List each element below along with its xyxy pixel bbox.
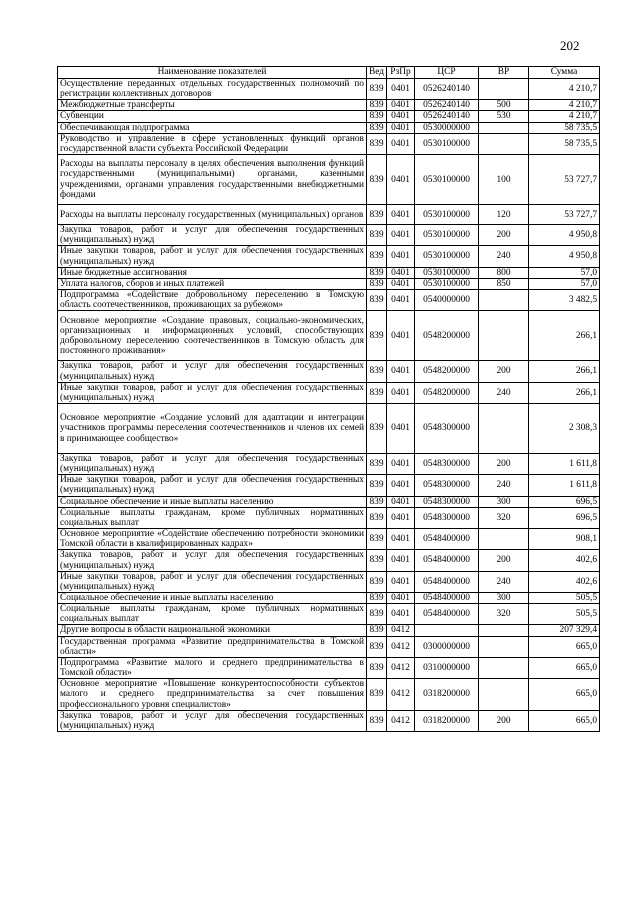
table-row <box>58 278 600 289</box>
cell-csr: 0530100000 <box>415 267 479 278</box>
cell-name: Иные бюджетные ассигнования <box>58 267 367 278</box>
cell-ved: 839 <box>367 290 387 311</box>
cell-csr: 0548400000 <box>415 529 479 550</box>
cell-sum: 908,1 <box>529 529 600 550</box>
cell-sum: 4 950,8 <box>529 246 600 267</box>
cell-ved: 839 <box>367 100 387 111</box>
cell-name: Основное мероприятие «Создание правовых, социально-экономических, организационных и информационных условий, способствующих добровольному переселению соотечественников в Томскую область для постоянного проживания» <box>58 311 367 361</box>
table-row <box>58 604 600 625</box>
cell-sum: 4 210,7 <box>529 111 600 122</box>
cell-vr: 240 <box>479 246 529 267</box>
cell-rzpr: 0401 <box>387 122 415 133</box>
cell-rzpr: 0401 <box>387 100 415 111</box>
cell-vr <box>479 529 529 550</box>
cell-sum: 58 735,5 <box>529 133 600 154</box>
cell-ved: 839 <box>367 111 387 122</box>
cell-csr: 0548400000 <box>415 593 479 604</box>
cell-sum: 4 210,7 <box>529 100 600 111</box>
cell-name: Осуществление переданных отдельных государственных полномочий по регистрации коллективных договоров <box>58 79 367 100</box>
cell-vr: 200 <box>479 361 529 382</box>
cell-name: Расходы на выплаты персоналу государственных (муниципальных) органов <box>58 205 367 225</box>
cell-vr: 530 <box>479 111 529 122</box>
cell-vr <box>479 290 529 311</box>
cell-rzpr: 0401 <box>387 475 415 496</box>
table-row <box>58 625 600 636</box>
cell-vr: 850 <box>479 278 529 289</box>
header-csr: ЦСР <box>415 67 479 79</box>
cell-vr <box>479 679 529 710</box>
cell-ved: 839 <box>367 496 387 507</box>
cell-vr: 320 <box>479 604 529 625</box>
cell-csr: 0318200000 <box>415 679 479 710</box>
cell-sum: 266,1 <box>529 361 600 382</box>
cell-csr: 0530100000 <box>415 225 479 246</box>
cell-csr: 0526240140 <box>415 100 479 111</box>
header-ved: Вед <box>367 67 387 79</box>
cell-rzpr: 0412 <box>387 657 415 678</box>
table-row <box>58 636 600 657</box>
cell-vr: 240 <box>479 475 529 496</box>
table-row <box>58 529 600 550</box>
table-row <box>58 133 600 154</box>
cell-ved: 839 <box>367 636 387 657</box>
cell-ved: 839 <box>367 155 387 205</box>
cell-csr: 0526240140 <box>415 111 479 122</box>
cell-ved: 839 <box>367 278 387 289</box>
cell-rzpr: 0412 <box>387 625 415 636</box>
table-row <box>58 403 600 453</box>
cell-rzpr: 0401 <box>387 403 415 453</box>
cell-name: Государственная программа «Развитие предпринимательства в Томской области» <box>58 636 367 657</box>
cell-rzpr: 0401 <box>387 246 415 267</box>
cell-rzpr: 0412 <box>387 636 415 657</box>
cell-name: Закупка товаров, работ и услуг для обеспечения государственных (муниципальных) нужд <box>58 453 367 474</box>
cell-name: Социальные выплаты гражданам, кроме публичных нормативных социальных выплат <box>58 604 367 625</box>
cell-rzpr: 0401 <box>387 311 415 361</box>
table-header-row <box>58 67 600 79</box>
cell-rzpr: 0401 <box>387 550 415 571</box>
cell-name: Руководство и управление в сфере установленных функций органов государственной власти субъекта Российской Федерации <box>58 133 367 154</box>
cell-vr: 500 <box>479 100 529 111</box>
cell-vr: 200 <box>479 453 529 474</box>
cell-ved: 839 <box>367 133 387 154</box>
cell-rzpr: 0412 <box>387 710 415 731</box>
cell-sum: 665,0 <box>529 657 600 678</box>
cell-name: Межбюджетные трансферты <box>58 100 367 111</box>
table-row <box>58 290 600 311</box>
cell-csr: 0530100000 <box>415 246 479 267</box>
cell-sum: 4 950,8 <box>529 225 600 246</box>
table-row <box>58 155 600 205</box>
cell-rzpr: 0412 <box>387 679 415 710</box>
cell-vr <box>479 636 529 657</box>
table-row <box>58 246 600 267</box>
table-row <box>58 496 600 507</box>
cell-rzpr: 0401 <box>387 507 415 528</box>
cell-rzpr: 0401 <box>387 604 415 625</box>
cell-vr: 200 <box>479 225 529 246</box>
cell-rzpr: 0401 <box>387 529 415 550</box>
cell-ved: 839 <box>367 246 387 267</box>
cell-csr: 0530100000 <box>415 133 479 154</box>
cell-name: Подпрограмма «Развитие малого и среднего предпринимательства в Томской области» <box>58 657 367 678</box>
cell-csr: 0548200000 <box>415 382 479 403</box>
cell-ved: 839 <box>367 571 387 592</box>
cell-vr: 300 <box>479 593 529 604</box>
cell-vr: 240 <box>479 382 529 403</box>
cell-name: Основное мероприятие «Содействие обеспечению потребности экономики Томской области в квалифицированных кадрах» <box>58 529 367 550</box>
cell-sum: 207 329,4 <box>529 625 600 636</box>
cell-ved: 839 <box>367 507 387 528</box>
header-sum: Сумма <box>529 67 600 79</box>
table-row <box>58 79 600 100</box>
cell-csr: 0548400000 <box>415 571 479 592</box>
header-vr: ВР <box>479 67 529 79</box>
cell-csr: 0530100000 <box>415 205 479 225</box>
cell-sum: 57,0 <box>529 267 600 278</box>
cell-vr: 200 <box>479 710 529 731</box>
cell-vr: 100 <box>479 155 529 205</box>
cell-csr: 0310000000 <box>415 657 479 678</box>
cell-csr: 0548300000 <box>415 507 479 528</box>
cell-ved: 839 <box>367 625 387 636</box>
cell-csr <box>415 625 479 636</box>
cell-sum: 402,6 <box>529 571 600 592</box>
cell-sum: 1 611,8 <box>529 475 600 496</box>
table-row <box>58 453 600 474</box>
table-row <box>58 679 600 710</box>
cell-name: Основное мероприятие «Создание условий для адаптации и интеграции участников программы переселения соотечественников и членов их семей в принимающее сообщество» <box>58 403 367 453</box>
cell-name: Подпрограмма «Содействие добровольному переселению в Томскую область соотечественников, проживающих за рубежом» <box>58 290 367 311</box>
cell-vr <box>479 403 529 453</box>
cell-sum: 53 727,7 <box>529 205 600 225</box>
table-row <box>58 100 600 111</box>
cell-sum: 696,5 <box>529 496 600 507</box>
cell-csr: 0548200000 <box>415 361 479 382</box>
cell-name: Обеспечивающая подпрограмма <box>58 122 367 133</box>
cell-ved: 839 <box>367 225 387 246</box>
cell-ved: 839 <box>367 679 387 710</box>
cell-name: Иные закупки товаров, работ и услуг для обеспечения государственных (муниципальных) нужд <box>58 475 367 496</box>
cell-name: Субвенции <box>58 111 367 122</box>
cell-sum: 57,0 <box>529 278 600 289</box>
cell-sum: 505,5 <box>529 593 600 604</box>
cell-vr: 200 <box>479 550 529 571</box>
cell-name: Уплата налогов, сборов и иных платежей <box>58 278 367 289</box>
cell-ved: 839 <box>367 593 387 604</box>
cell-sum: 1 611,8 <box>529 453 600 474</box>
table-row <box>58 550 600 571</box>
cell-vr <box>479 122 529 133</box>
cell-csr: 0548300000 <box>415 453 479 474</box>
cell-csr: 0548400000 <box>415 604 479 625</box>
cell-rzpr: 0401 <box>387 361 415 382</box>
cell-sum: 53 727,7 <box>529 155 600 205</box>
cell-name: Иные закупки товаров, работ и услуг для обеспечения государственных (муниципальных) нужд <box>58 571 367 592</box>
cell-vr: 120 <box>479 205 529 225</box>
cell-ved: 839 <box>367 382 387 403</box>
cell-csr: 0548300000 <box>415 496 479 507</box>
cell-name: Другие вопросы в области национальной экономики <box>58 625 367 636</box>
cell-sum: 266,1 <box>529 311 600 361</box>
table-row <box>58 361 600 382</box>
cell-sum: 505,5 <box>529 604 600 625</box>
cell-name: Иные закупки товаров, работ и услуг для обеспечения государственных (муниципальных) нужд <box>58 246 367 267</box>
table-row <box>58 507 600 528</box>
cell-sum: 402,6 <box>529 550 600 571</box>
cell-csr: 0548200000 <box>415 311 479 361</box>
cell-csr: 0300000000 <box>415 636 479 657</box>
cell-rzpr: 0401 <box>387 225 415 246</box>
table-row <box>58 475 600 496</box>
cell-csr: 0530100000 <box>415 278 479 289</box>
cell-sum: 665,0 <box>529 710 600 731</box>
cell-ved: 839 <box>367 122 387 133</box>
table-row <box>58 111 600 122</box>
table-row <box>58 267 600 278</box>
table-row <box>58 225 600 246</box>
cell-ved: 839 <box>367 550 387 571</box>
table-row <box>58 311 600 361</box>
cell-name: Закупка товаров, работ и услуг для обеспечения государственных (муниципальных) нужд <box>58 550 367 571</box>
cell-csr: 0530100000 <box>415 155 479 205</box>
page-number: 202 <box>560 38 580 53</box>
table-row <box>58 593 600 604</box>
cell-name: Закупка товаров, работ и услуг для обеспечения государственных (муниципальных) нужд <box>58 225 367 246</box>
cell-ved: 839 <box>367 205 387 225</box>
cell-sum: 58 735,5 <box>529 122 600 133</box>
cell-rzpr: 0401 <box>387 79 415 100</box>
cell-sum: 266,1 <box>529 382 600 403</box>
cell-name: Социальные выплаты гражданам, кроме публичных нормативных социальных выплат <box>58 507 367 528</box>
cell-name: Основное мероприятие «Повышение конкурентоспособности субъектов малого и среднего предпринимательства за счет повышения профессионального уровня специалистов» <box>58 679 367 710</box>
cell-vr: 320 <box>479 507 529 528</box>
table-row <box>58 205 600 225</box>
cell-csr: 0530000000 <box>415 122 479 133</box>
cell-vr <box>479 79 529 100</box>
cell-csr: 0540000000 <box>415 290 479 311</box>
table-row <box>58 710 600 731</box>
cell-ved: 839 <box>367 311 387 361</box>
cell-ved: 839 <box>367 403 387 453</box>
table-row <box>58 657 600 678</box>
cell-sum: 4 210,7 <box>529 79 600 100</box>
cell-rzpr: 0401 <box>387 267 415 278</box>
cell-vr <box>479 657 529 678</box>
cell-rzpr: 0401 <box>387 111 415 122</box>
cell-ved: 839 <box>367 79 387 100</box>
cell-csr: 0548300000 <box>415 403 479 453</box>
cell-csr: 0526240140 <box>415 79 479 100</box>
cell-csr: 0548400000 <box>415 550 479 571</box>
cell-csr: 0318200000 <box>415 710 479 731</box>
header-rzpr: РзПр <box>387 67 415 79</box>
cell-name: Социальное обеспечение и иные выплаты населению <box>58 593 367 604</box>
cell-name: Закупка товаров, работ и услуг для обеспечения государственных (муниципальных) нужд <box>58 361 367 382</box>
cell-rzpr: 0401 <box>387 278 415 289</box>
cell-rzpr: 0401 <box>387 593 415 604</box>
cell-vr: 240 <box>479 571 529 592</box>
cell-rzpr: 0401 <box>387 205 415 225</box>
budget-table <box>57 66 600 732</box>
cell-sum: 2 308,3 <box>529 403 600 453</box>
cell-ved: 839 <box>367 267 387 278</box>
cell-vr <box>479 311 529 361</box>
cell-rzpr: 0401 <box>387 571 415 592</box>
cell-sum: 696,5 <box>529 507 600 528</box>
cell-ved: 839 <box>367 453 387 474</box>
cell-vr <box>479 133 529 154</box>
cell-rzpr: 0401 <box>387 133 415 154</box>
cell-sum: 665,0 <box>529 679 600 710</box>
table-row <box>58 382 600 403</box>
table-row <box>58 571 600 592</box>
cell-ved: 839 <box>367 529 387 550</box>
cell-vr <box>479 625 529 636</box>
header-name: Наименование показателей <box>58 67 367 79</box>
cell-rzpr: 0401 <box>387 453 415 474</box>
cell-ved: 839 <box>367 657 387 678</box>
cell-name: Закупка товаров, работ и услуг для обеспечения государственных (муниципальных) нужд <box>58 710 367 731</box>
cell-rzpr: 0401 <box>387 496 415 507</box>
cell-vr: 300 <box>479 496 529 507</box>
cell-rzpr: 0401 <box>387 155 415 205</box>
cell-name: Социальное обеспечение и иные выплаты населению <box>58 496 367 507</box>
cell-name: Расходы на выплаты персоналу в целях обеспечения выполнения функций государственными (муниципальными) органами, казенными учреждениями, органами управления государственными внебюджетными фондами <box>58 155 367 205</box>
table-row <box>58 122 600 133</box>
cell-rzpr: 0401 <box>387 290 415 311</box>
cell-ved: 839 <box>367 361 387 382</box>
cell-rzpr: 0401 <box>387 382 415 403</box>
cell-csr: 0548300000 <box>415 475 479 496</box>
cell-ved: 839 <box>367 475 387 496</box>
cell-sum: 665,0 <box>529 636 600 657</box>
cell-vr: 800 <box>479 267 529 278</box>
cell-name: Иные закупки товаров, работ и услуг для обеспечения государственных (муниципальных) нужд <box>58 382 367 403</box>
cell-ved: 839 <box>367 604 387 625</box>
cell-sum: 3 482,5 <box>529 290 600 311</box>
cell-ved: 839 <box>367 710 387 731</box>
